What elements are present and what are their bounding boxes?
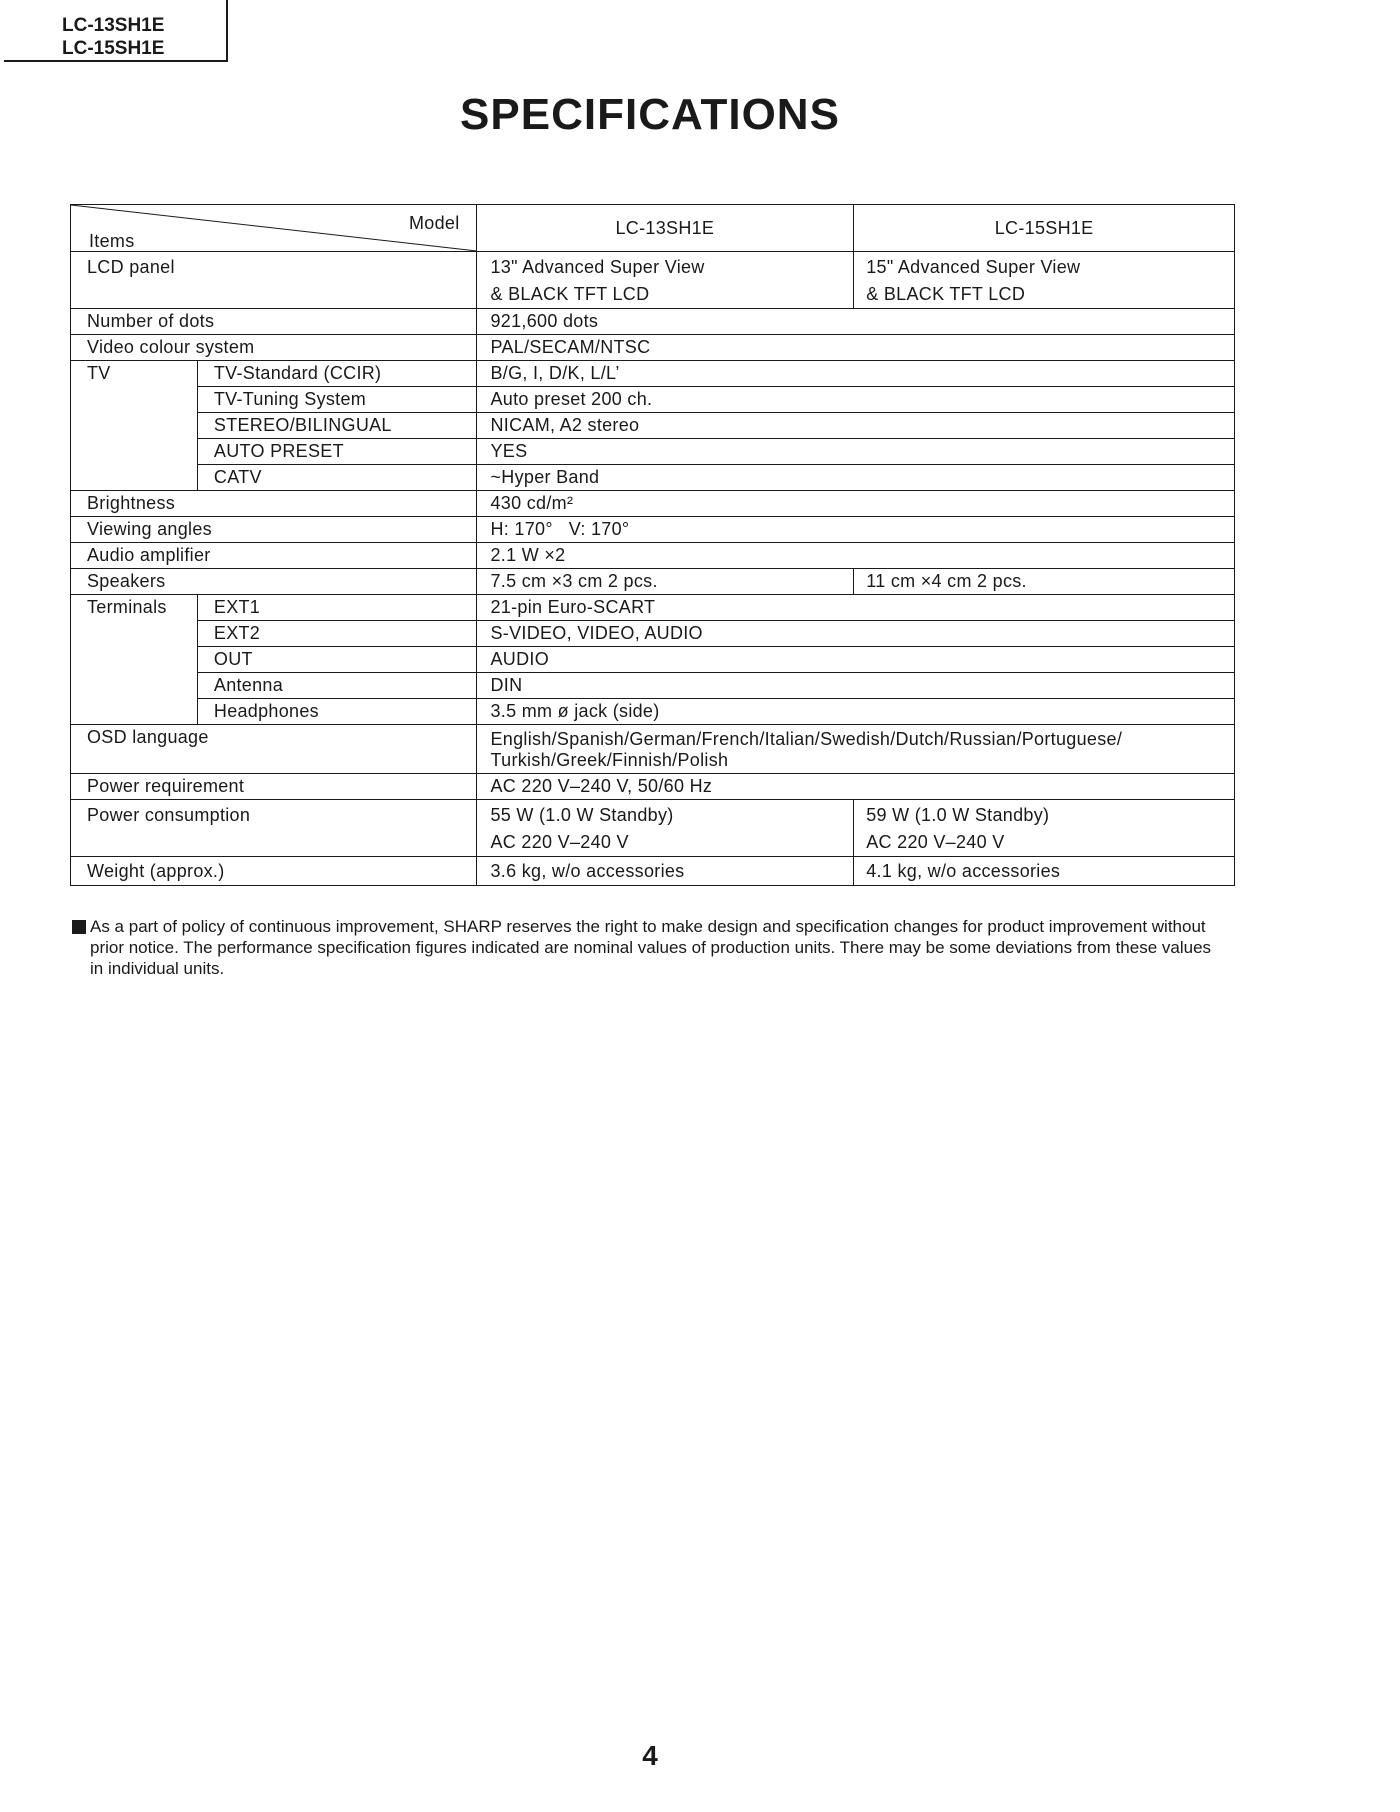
table-row: [71, 252, 1235, 309]
model-header-label: Model: [408, 213, 460, 233]
sub-label: EXT2: [197, 621, 476, 647]
items-header-label: Items: [89, 231, 135, 251]
table-row: [71, 543, 1235, 569]
group-label: TV: [71, 361, 198, 491]
table-row: [71, 595, 1235, 621]
table-row: [71, 335, 1235, 361]
row-label: Weight (approx.): [71, 857, 477, 886]
table-row: [71, 439, 1235, 465]
model-number: LC-13SH1E: [62, 15, 165, 36]
table-row: [71, 309, 1235, 335]
page-title: SPECIFICATIONS: [460, 90, 840, 139]
table-row: [71, 491, 1235, 517]
row-label: Video colour system: [71, 335, 477, 361]
table-header-row: [71, 205, 1235, 252]
cell-value: AC 220 V–240 V, 50/60 Hz: [476, 774, 1235, 800]
disclaimer-note: [72, 916, 1212, 979]
row-label: Brightness: [71, 491, 477, 517]
table-row: [71, 774, 1235, 800]
cell-value: AUDIO: [476, 647, 1235, 673]
table-row: [71, 621, 1235, 647]
cell-line: 55 W (1.0 W Standby): [490, 805, 674, 825]
model-column-header: LC-15SH1E: [854, 205, 1235, 252]
cell-value: 7.5 cm ×3 cm 2 pcs.: [476, 569, 854, 595]
row-label: Speakers: [71, 569, 477, 595]
cell-value: 921,600 dots: [476, 309, 1235, 335]
cell-value: [476, 252, 854, 309]
cell-line: Turkish/Greek/Finnish/Polish: [490, 750, 729, 770]
row-label: OSD language: [71, 725, 477, 774]
row-label: Viewing angles: [71, 517, 477, 543]
table-row: [71, 413, 1235, 439]
cell-line: AC 220 V–240 V: [866, 832, 1005, 852]
model-number: LC-15SH1E: [62, 38, 165, 59]
cell-line: AC 220 V–240 V: [490, 832, 629, 852]
cell-value: [854, 800, 1235, 857]
corner-header-cell: [71, 205, 477, 252]
sub-label: AUTO PRESET: [197, 439, 476, 465]
sub-label: TV-Standard (CCIR): [197, 361, 476, 387]
table-row: [71, 699, 1235, 725]
table-row: [71, 569, 1235, 595]
cell-value: YES: [476, 439, 1235, 465]
table-row: [71, 387, 1235, 413]
sub-label: Antenna: [197, 673, 476, 699]
sub-label: CATV: [197, 465, 476, 491]
cell-value: B/G, I, D/K, L/L’: [476, 361, 1235, 387]
page-number: 4: [642, 1740, 658, 1771]
table-row: [71, 673, 1235, 699]
cell-line: & BLACK TFT LCD: [490, 284, 650, 304]
row-label: Number of dots: [71, 309, 477, 335]
cell-value: S-VIDEO, VIDEO, AUDIO: [476, 621, 1235, 647]
cell-value: 2.1 W ×2: [476, 543, 1235, 569]
cell-value: 430 cd/m²: [476, 491, 1235, 517]
sub-label: OUT: [197, 647, 476, 673]
row-label: LCD panel: [71, 252, 477, 309]
sub-label: TV-Tuning System: [197, 387, 476, 413]
cell-value: DIN: [476, 673, 1235, 699]
model-number-box: [4, 0, 228, 62]
cell-value: 21-pin Euro-SCART: [476, 595, 1235, 621]
cell-value: 11 cm ×4 cm 2 pcs.: [854, 569, 1235, 595]
row-label: Audio amplifier: [71, 543, 477, 569]
model-column-header: LC-13SH1E: [476, 205, 854, 252]
table-row: [71, 465, 1235, 491]
group-label: Terminals: [71, 595, 198, 725]
row-label: Power consumption: [71, 800, 477, 857]
sub-label: Headphones: [197, 699, 476, 725]
sub-label: STEREO/BILINGUAL: [197, 413, 476, 439]
cell-value: NICAM, A2 stereo: [476, 413, 1235, 439]
row-label: Power requirement: [71, 774, 477, 800]
table-row: [71, 361, 1235, 387]
disclaimer-text: As a part of policy of continuous improvement, SHARP reserves the right to make design and specification changes for product improvement without prior notice. The performance specification figures indicated are nominal values of production units. There may be some deviations from these values in individual units.: [90, 917, 1212, 978]
cell-value: PAL/SECAM/NTSC: [476, 335, 1235, 361]
cell-value: H: 170° V: 170°: [476, 517, 1235, 543]
cell-value: 4.1 kg, w/o accessories: [854, 857, 1235, 886]
cell-line: 59 W (1.0 W Standby): [866, 805, 1050, 825]
cell-line: & BLACK TFT LCD: [866, 284, 1026, 304]
table-row: [71, 800, 1235, 857]
sub-label: EXT1: [197, 595, 476, 621]
cell-value: [476, 800, 854, 857]
table-row: [71, 517, 1235, 543]
cell-line: 15" Advanced Super View: [866, 257, 1081, 277]
cell-line: English/Spanish/German/French/Italian/Swedish/Dutch/Russian/Portuguese/: [490, 729, 1123, 749]
cell-line: 13" Advanced Super View: [490, 257, 705, 277]
cell-value: 3.6 kg, w/o accessories: [476, 857, 854, 886]
cell-value: [854, 252, 1235, 309]
specifications-table: [70, 204, 1235, 886]
table-row: [71, 725, 1235, 774]
cell-value: 3.5 mm ø jack (side): [476, 699, 1235, 725]
cell-value: ~Hyper Band: [476, 465, 1235, 491]
table-row: [71, 647, 1235, 673]
square-bullet-icon: [72, 920, 86, 934]
cell-value: [476, 725, 1235, 774]
table-row: [71, 857, 1235, 886]
cell-value: Auto preset 200 ch.: [476, 387, 1235, 413]
